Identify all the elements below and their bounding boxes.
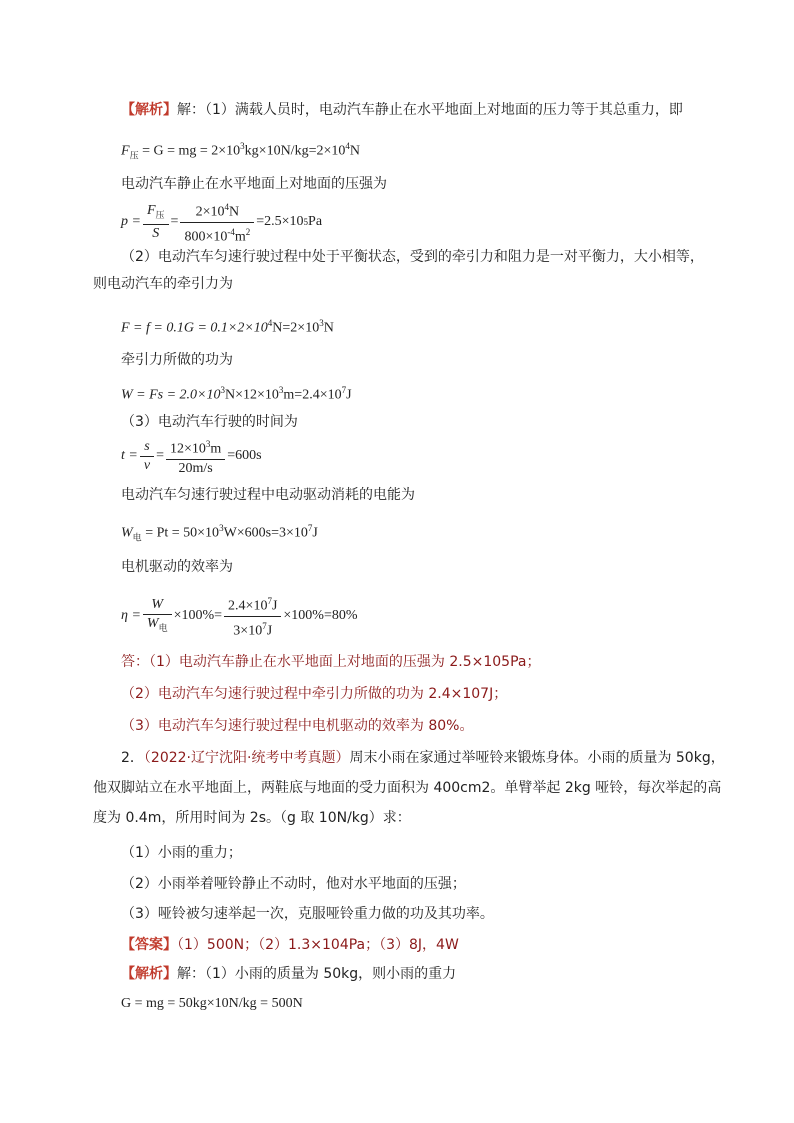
answer-text: （1）500N；（2）1.3×104Pa；（3）8J，4W [177,937,459,953]
fraction-f-over-s: $\frac{F_压}{S}$ [143,202,169,243]
analysis-label: 【解析】 [121,102,177,118]
question-2-line-1: 2．（2022·辽宁沈阳·统考中考真题）周末小雨在家通过举哑铃来锻炼身体。小雨的质量为 50kg， [121,750,725,766]
question-2-sub-2: （2）小雨举着哑铃静止不动时，他对水平地面的压强； [121,876,466,892]
question-number: 2． [121,750,144,766]
question-2-sub-3: （3）哑铃被匀速举起一次，克服哑铃重力做的功及其功率。 [121,906,494,922]
analysis-line-6: （3）电动汽车行驶的时间为 [121,414,298,430]
equation-traction: $F = f = 0.1G = 0.1\times 2\times 10^4N=2\times 10^3N$ [121,318,334,336]
equation-efficiency: η = $\frac{W}{W_电}$ ×100%= $\frac{2.4\times 10^7J}{3\times 10^7J}$ ×100%=80% [121,592,358,640]
analysis-line-8: 电机驱动的效率为 [121,559,233,575]
answer-line-3: （3）电动汽车匀速行驶过程中电机驱动的效率为 80%。 [121,718,474,734]
question-2-line-2: 他双脚站立在水平地面上，两鞋底与地面的受力面积为 400cm2。单臂举起 2kg 哑铃，每次举起的高 [93,780,722,796]
fraction-s-over-v: $\frac{s}{v}$ [140,438,154,475]
answer-label: 【答案】 [121,937,177,953]
question-2-sub-1: （1）小雨的重力； [121,845,242,861]
analysis-line-3: （2）电动汽车匀速行驶过程中处于平衡状态，受到的牵引力和阻力是一对平衡力，大小相等， [121,249,704,265]
equation-pressure: p = $\frac{F_压}{S}$ = $\frac{2\times 10^4N}{800\times 10^{-4}m^2}$ =2.5×10 5 Pa [121,198,322,246]
equation-gravity: G = mg = 50kg×10N/kg = 500N [121,996,303,1011]
equation-electric-energy: $W_电 = Pt = 50\times 10^3W\times 600s=3\times 10^7J$ [121,523,318,543]
analysis-line-7: 电动汽车匀速行驶过程中电动驱动消耗的电能为 [121,487,415,503]
question-source: （2022·辽宁沈阳·统考中考真题） [143,750,350,766]
analysis2-line: 【解析】解：（1）小雨的质量为 50kg，则小雨的重力 [121,966,457,982]
fraction-efficiency-values: $\frac{2.4\times 10^7J}{3\times 10^7J}$ [224,592,281,640]
analysis-line-4: 则电动汽车的牵引力为 [93,276,233,292]
equation-pressure-force: $F_压 = G$ = mg = $2\times 10^3kg\times 10N/kg=2\times 10^4N$ [121,141,360,161]
analysis-line-1 [121,100,683,120]
fraction-pressure-values: $\frac{2\times 10^4N}{800\times 10^{-4}m^2}$ [180,198,254,246]
answer-line-1: 答：（1）电动汽车静止在水平地面上对地面的压强为 2.5×105Pa； [121,654,541,670]
fraction-time-values: $\frac{12\times 10^3m}{20m/s}$ [166,435,225,478]
analysis2-label: 【解析】 [121,966,177,982]
answer-line-2: （2）电动汽车匀速行驶过程中牵引力所做的功为 2.4×107J； [121,686,508,702]
fraction-w-over-we: $\frac{W}{W_电}$ [143,596,172,637]
question-2-line-3: 度为 0.4m，所用时间为 2s。（g 取 10N/kg）求： [93,810,411,826]
answer-summary [121,935,459,955]
equation-time: t = $\frac{s}{v}$ = $\frac{12\times 10^3m}{20m/s}$ =600s [121,435,262,478]
analysis-line-2: 电动汽车静止在水平地面上对地面的压强为 [121,176,387,192]
equation-work: $W = Fs = 2.0\times 10^3N\times 12\times 10^3m=2.4\times 10^7J$ [121,385,352,403]
analysis-line-5: 牵引力所做的功为 [121,352,233,368]
analysis-text-1: 解：（1）满载人员时，电动汽车静止在水平地面上对地面的压力等于其总重力，即 [177,102,683,118]
